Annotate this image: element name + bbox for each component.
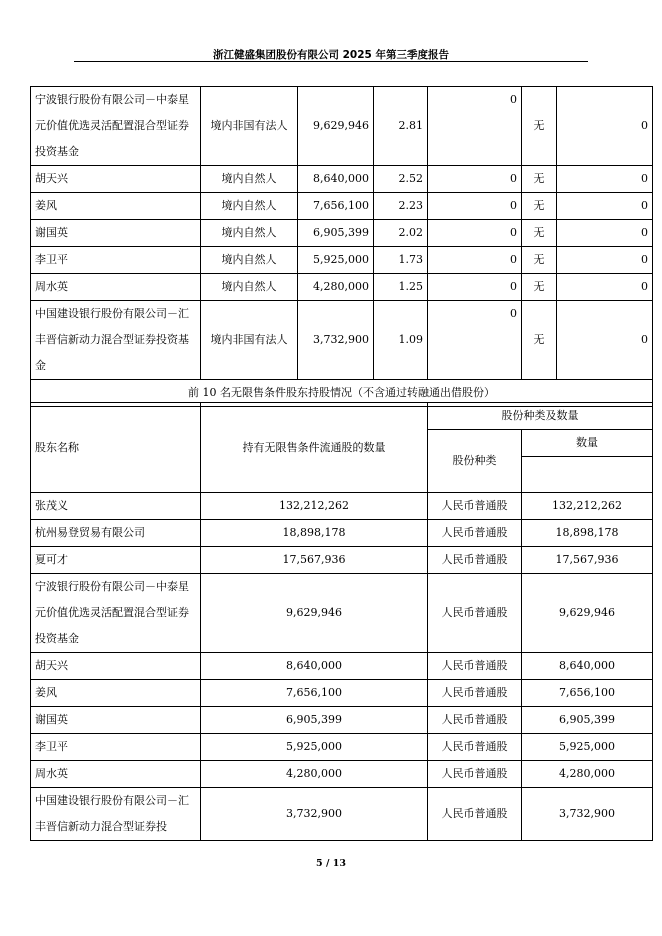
restricted-shares: 0 (428, 193, 522, 220)
pledge-quantity: 0 (557, 247, 653, 274)
holder-name: 杭州易登贸易有限公司 (31, 520, 201, 547)
pledge-quantity: 0 (557, 193, 653, 220)
pledge-status: 无 (522, 274, 557, 301)
holder-name: 宁波银行股份有限公司－中泰星元价值优选灵活配置混合型证券投资基金 (31, 574, 201, 653)
table-row (31, 220, 653, 247)
holding-ratio: 1.09 (374, 301, 428, 380)
share-type: 人民币普通股 (428, 574, 522, 653)
shareholder-name: 中国建设银行股份有限公司－汇丰晋信新动力混合型证券投资基金 (31, 301, 201, 380)
table-row (31, 707, 653, 734)
holding-ratio: 2.02 (374, 220, 428, 247)
header-spacer (522, 457, 653, 493)
section-title: 前 10 名无限售条件股东持股情况（不含通过转融通出借股份） (31, 380, 653, 407)
table-row (31, 653, 653, 680)
shareholder-nature: 境内非国有法人 (201, 87, 298, 166)
holder-name: 姜风 (31, 680, 201, 707)
unrestricted-shareholders-table (30, 402, 653, 841)
holder-qty: 5,925,000 (201, 734, 428, 761)
table-header-row (31, 403, 653, 430)
share-type: 人民币普通股 (428, 788, 522, 841)
holder-qty: 8,640,000 (201, 653, 428, 680)
restricted-shares: 0 (428, 220, 522, 247)
table-row (31, 247, 653, 274)
holder-name: 张茂义 (31, 493, 201, 520)
share-amount: 17,567,936 (522, 547, 653, 574)
share-amount: 8,640,000 (522, 653, 653, 680)
holder-qty: 17,567,936 (201, 547, 428, 574)
table-row (31, 734, 653, 761)
table-row (31, 193, 653, 220)
shareholder-nature: 境内自然人 (201, 193, 298, 220)
shares-held: 4,280,000 (298, 274, 374, 301)
pledge-status: 无 (522, 220, 557, 247)
share-amount: 5,925,000 (522, 734, 653, 761)
share-type: 人民币普通股 (428, 520, 522, 547)
shareholder-name: 宁波银行股份有限公司－中泰星元价值优选灵活配置混合型证券投资基金 (31, 87, 201, 166)
pledge-quantity: 0 (557, 274, 653, 301)
share-amount: 7,656,100 (522, 680, 653, 707)
shareholder-nature: 境内自然人 (201, 247, 298, 274)
shareholder-name: 周水英 (31, 274, 201, 301)
column-header-qty: 持有无限售条件流通股的数量 (201, 403, 428, 493)
shareholder-nature: 境内自然人 (201, 166, 298, 193)
share-type: 人民币普通股 (428, 734, 522, 761)
shares-held: 6,905,399 (298, 220, 374, 247)
holding-ratio: 1.73 (374, 247, 428, 274)
page-header-title: 浙江健盛集团股份有限公司 2025 年第三季度报告 (212, 49, 450, 61)
pledge-status: 无 (522, 301, 557, 380)
column-header-name: 股东名称 (31, 403, 201, 493)
shares-held: 5,925,000 (298, 247, 374, 274)
table-row (31, 493, 653, 520)
holder-qty: 3,732,900 (201, 788, 428, 841)
holding-ratio: 2.52 (374, 166, 428, 193)
holder-name: 胡天兴 (31, 653, 201, 680)
table-row (31, 547, 653, 574)
share-type: 人民币普通股 (428, 493, 522, 520)
share-amount: 3,732,900 (522, 788, 653, 841)
page-number: 5 / 13 (316, 858, 346, 869)
column-header-amount: 数量 (522, 430, 653, 457)
pledge-quantity: 0 (557, 301, 653, 380)
shareholder-name: 姜风 (31, 193, 201, 220)
holding-ratio: 2.81 (374, 87, 428, 166)
holder-qty: 132,212,262 (201, 493, 428, 520)
holder-name: 中国建设银行股份有限公司－汇丰晋信新动力混合型证券投 (31, 788, 201, 841)
holding-ratio: 1.25 (374, 274, 428, 301)
holder-qty: 7,656,100 (201, 680, 428, 707)
table-row (31, 680, 653, 707)
share-amount: 132,212,262 (522, 493, 653, 520)
shareholder-nature: 境内自然人 (201, 274, 298, 301)
pledge-status: 无 (522, 87, 557, 166)
shareholder-name: 胡天兴 (31, 166, 201, 193)
share-amount: 6,905,399 (522, 707, 653, 734)
pledge-status: 无 (522, 193, 557, 220)
restricted-shares: 0 (428, 166, 522, 193)
shares-held: 3,732,900 (298, 301, 374, 380)
shares-held: 7,656,100 (298, 193, 374, 220)
table-row (31, 274, 653, 301)
column-header-group: 股份种类及数量 (428, 403, 653, 430)
top-shareholders-table (30, 86, 653, 407)
share-type: 人民币普通股 (428, 680, 522, 707)
holder-qty: 18,898,178 (201, 520, 428, 547)
shareholder-nature: 境内自然人 (201, 220, 298, 247)
holding-ratio: 2.23 (374, 193, 428, 220)
shareholder-name: 李卫平 (31, 247, 201, 274)
holder-name: 谢国英 (31, 707, 201, 734)
holder-qty: 9,629,946 (201, 574, 428, 653)
table-row (31, 301, 653, 380)
shareholder-name: 谢国英 (31, 220, 201, 247)
share-type: 人民币普通股 (428, 547, 522, 574)
holder-name: 夏可才 (31, 547, 201, 574)
table-row (31, 87, 653, 166)
shareholder-nature: 境内非国有法人 (201, 301, 298, 380)
restricted-shares: 0 (428, 247, 522, 274)
table-row (31, 574, 653, 653)
restricted-shares: 0 (428, 274, 522, 301)
table-row (31, 761, 653, 788)
holder-qty: 6,905,399 (201, 707, 428, 734)
pledge-quantity: 0 (557, 220, 653, 247)
shares-held: 9,629,946 (298, 87, 374, 166)
share-type: 人民币普通股 (428, 761, 522, 788)
share-amount: 9,629,946 (522, 574, 653, 653)
table-row (31, 166, 653, 193)
holder-name: 周水英 (31, 761, 201, 788)
pledge-quantity: 0 (557, 166, 653, 193)
table-row (31, 788, 653, 841)
holder-name: 李卫平 (31, 734, 201, 761)
shares-held: 8,640,000 (298, 166, 374, 193)
holder-qty: 4,280,000 (201, 761, 428, 788)
share-type: 人民币普通股 (428, 707, 522, 734)
restricted-shares: 0 (428, 87, 522, 166)
column-header-type: 股份种类 (428, 430, 522, 493)
pledge-status: 无 (522, 166, 557, 193)
restricted-shares: 0 (428, 301, 522, 380)
share-type: 人民币普通股 (428, 653, 522, 680)
pledge-status: 无 (522, 247, 557, 274)
share-amount: 18,898,178 (522, 520, 653, 547)
table-row (31, 520, 653, 547)
share-amount: 4,280,000 (522, 761, 653, 788)
header-divider (74, 61, 588, 62)
pledge-quantity: 0 (557, 87, 653, 166)
